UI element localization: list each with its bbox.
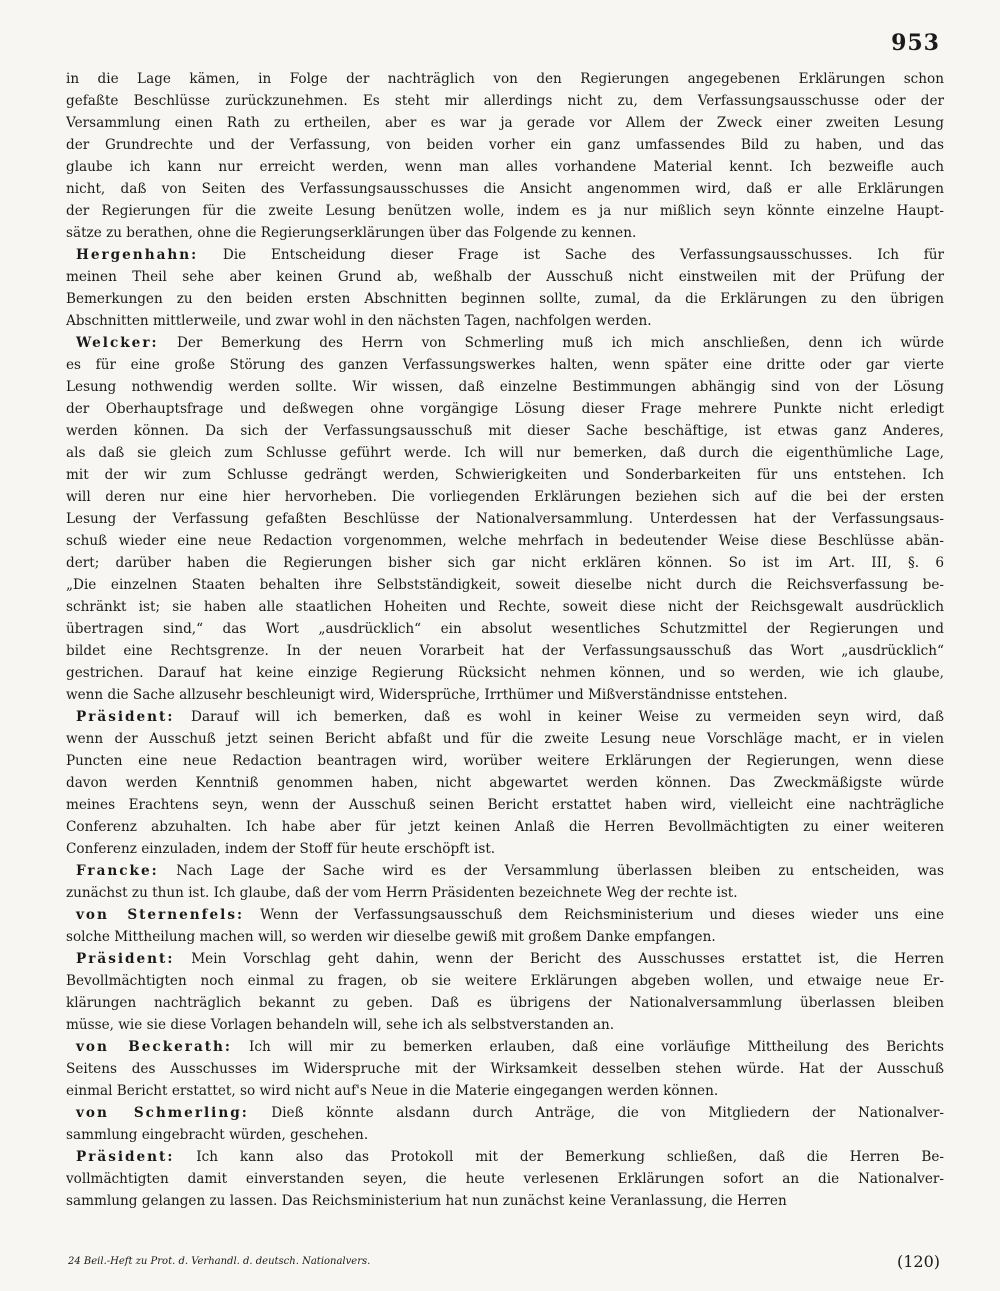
speaker-name: von Beckerath: [76,1039,232,1055]
text-line [66,574,944,596]
text-line [66,508,944,530]
text-line [66,728,944,750]
line-text: sätze zu berathen, ohne die Regierungserklärungen über das Folgende zu kennen. [66,225,637,241]
speaker-name: Welcker: [76,335,159,351]
line-text: solche Mittheilung machen will, so werden wir dieselbe gewiß mit großem Danke empfangen. [66,929,716,945]
line-text: Ich will mir zu bemerken erlauben, daß eine vorläufige Mittheilung des Berichts [248,1039,944,1055]
line-text: als daß sie gleich zum Schlusse geführt werde. Ich will nur bemerken, daß durch die eigenthümliche Lage, [66,445,944,461]
paragraph [66,706,944,860]
line-text: werden können. Da sich der Verfassungsausschuß mit dieser Sache beschäftige, ist etwas ganz Anderes, [66,423,944,439]
text-line [66,68,944,90]
text-line [66,332,944,354]
line-text: Conferenz abzuhalten. Ich habe aber für jetzt keinen Anlaß die Herren Bevollmächtigten zu einer weiteren [66,819,944,835]
line-text: Bevollmächtigten noch einmal zu fragen, ob sie weitere Erklärungen abgeben wollen, und etwaige neue Er- [66,973,944,989]
text-line [66,1146,944,1168]
footer [66,1252,944,1276]
line-text: schränkt ist; sie haben alle staatlichen Hoheiten und Rechte, soweit diese nicht der Reichsgewalt ausdrücklich [66,599,944,615]
text-line [66,310,944,332]
line-text: es für eine große Störung des ganzen Verfassungswerkes halten, wenn später eine dritte oder gar vierte [66,357,944,373]
text-line [66,442,944,464]
text-line [66,948,944,970]
text-line [66,244,944,266]
text-line [66,156,944,178]
text-line [66,530,944,552]
line-text: müsse, wie sie diese Vorlagen behandeln will, sehe ich als selbstverstanden an. [66,1017,615,1033]
text-line [66,552,944,574]
line-text: Lesung der Verfassung gefaßten Beschlüsse der Nationalversammlung. Unterdessen hat der Verfassungsaus- [66,511,944,527]
text-line [66,838,944,860]
line-text: Nach Lage der Sache wird es der Versammlung überlassen bleiben zu entscheiden, was [176,863,944,879]
text-line [66,1102,944,1124]
text-line [66,1058,944,1080]
line-text: übertragen sind,“ das Wort „ausdrücklich“ ein absolut wesentliches Schutzmittel der Regierungen und [66,621,944,637]
paragraph [66,244,944,332]
text-line [66,1080,944,1102]
footer-sheet-number: (120) [896,1252,940,1271]
text-line [66,684,944,706]
line-text: schuß wieder eine neue Redaction vorgenommen, welche mehrfach in bedeutender Weise diese Beschlüsse abän- [66,533,944,549]
paragraph [66,948,944,1036]
line-text: der Grundrechte und der Verfassung, von beiden vorher ein ganz umfassendes Bild zu haben, und das [66,137,944,153]
text-line [66,860,944,882]
line-text: Der Bemerkung des Herrn von Schmerling muß ich mich anschließen, denn ich würde [176,335,944,351]
text-line [66,112,944,134]
text-line [66,266,944,288]
paragraph [66,1146,944,1212]
line-text: Versammlung einen Rath zu ertheilen, aber es war ja gerade vor Allem der Zweck einer zweiten Lesung [66,115,944,131]
line-text: will deren nur eine hier hervorheben. Die vorliegenden Erklärungen beziehen sich auf die bei der ersten [66,489,944,505]
text-line [66,1190,944,1212]
line-text: dert; darüber haben die Regierungen bisher sich gar nicht erklären können. So ist im Art. III, §. 6 [66,555,944,571]
text-line [66,904,944,926]
speaker-name: Hergenhahn: [76,247,199,263]
page-number: 953 [891,30,940,56]
line-text: mit der wir zum Schlusse gedrängt werden, Schwierigkeiten und Sonderbarkeiten für uns entstehen. Ich [66,467,944,483]
text-line [66,706,944,728]
line-text: vollmächtigten damit einverstanden seyen, die heute verlesenen Erklärungen sofort an die Nationalver- [66,1171,944,1187]
text-line [66,750,944,772]
text-line [66,420,944,442]
line-text: Bemerkungen zu den beiden ersten Abschnitten beginnen sollte, zumal, da die Erklärungen zu den übrigen [66,291,944,307]
text-line [66,970,944,992]
line-text: Seitens des Ausschusses im Widerspruche mit der Wirksamkeit desselben stehen würde. Hat der Ausschuß [66,1061,944,1077]
text-line [66,1168,944,1190]
text-line [66,464,944,486]
line-text: glaube ich kann nur erreicht werden, wenn man alles vorhandene Material kennt. Ich bezweifle auch [66,159,944,175]
text-line [66,376,944,398]
paragraph [66,904,944,948]
text-line [66,222,944,244]
line-text: einmal Bericht erstattet, so wird nicht auf's Neue in die Materie eingegangen werden können. [66,1083,719,1099]
text-line [66,662,944,684]
text-line [66,1014,944,1036]
line-text: der Oberhauptsfrage und deßwegen ohne vorgängige Lösung dieser Frage mehrere Punkte nicht erledigt [66,401,944,417]
text-line [66,926,944,948]
paragraph [66,68,944,244]
line-text: der Regierungen für die zweite Lesung benützen wolle, indem es ja nur mißlich seyn könnte einzelne Haupt- [66,203,944,219]
text-line [66,772,944,794]
footer-reference: 24 Beil.-Heft zu Prot. d. Verhandl. d. deutsch. Nationalvers. [68,1256,371,1267]
text-line [66,640,944,662]
text-line [66,288,944,310]
text-line [66,1036,944,1058]
speaker-name: Präsident: [76,1149,175,1165]
text-line [66,354,944,376]
speaker-name: Präsident: [76,951,175,967]
line-text: Abschnitten mittlerweile, und zwar wohl in den nächsten Tagen, nachfolgen werden. [66,313,652,329]
text-line [66,398,944,420]
speaker-name: Präsident: [76,709,175,725]
text-line [66,90,944,112]
text-line [66,816,944,838]
line-text: gestrichen. Darauf hat keine einzige Regierung Rücksicht nehmen können, und so werden, wie ich glaube, [66,665,944,681]
text-line [66,882,944,904]
line-text: wenn die Sache allzusehr beschleunigt wird, Widersprüche, Irrthümer und Mißverständnisse entstehen. [66,687,788,703]
line-text: nicht, daß von Seiten des Verfassungsausschusses die Ansicht angenommen wird, daß er alle Erklärungen [66,181,944,197]
text-line [66,178,944,200]
text-body [66,68,944,1212]
line-text: sammlung eingebracht würden, geschehen. [66,1127,369,1143]
line-text: gefaßte Beschlüsse zurückzunehmen. Es steht mir allerdings nicht zu, dem Verfassungsausschusse oder der [66,93,944,109]
line-text: Lesung nothwendig werden sollte. Wir wissen, daß einzelne Bestimmungen abhängig sind von der Lösung [66,379,944,395]
line-text: meines Erachtens seyn, wenn der Ausschuß seinen Bericht erstattet haben wird, vielleicht eine nachträgliche [66,797,944,813]
speaker-name: von Schmerling: [76,1105,249,1121]
text-line [66,596,944,618]
text-line [66,992,944,1014]
line-text: zunächst zu thun ist. Ich glaube, daß der vom Herrn Präsidenten bezeichnete Weg der rechte ist. [66,885,738,901]
line-text: in die Lage kämen, in Folge der nachträglich von den Regierungen angegebenen Erklärungen schon [66,71,944,87]
line-text: Mein Vorschlag geht dahin, wenn der Bericht des Ausschusses erstattet ist, die Herren [191,951,944,967]
paragraph [66,860,944,904]
line-text: meinen Theil sehe aber keinen Grund ab, weßhalb der Ausschuß nicht einstweilen mit der Prüfung der [66,269,944,285]
paragraph [66,1102,944,1146]
text-line [66,1124,944,1146]
line-text: Die Entscheidung dieser Frage ist Sache des Verfassungsausschusses. Ich für [222,247,944,263]
speaker-name: von Sternenfels: [76,907,244,923]
text-line [66,794,944,816]
text-line [66,618,944,640]
paragraph [66,1036,944,1102]
line-text: „Die einzelnen Staaten behalten ihre Selbstständigkeit, soweit dieselbe nicht durch die Reichsverfassung be- [66,577,944,593]
text-line [66,134,944,156]
line-text: Puncten eine neue Redaction beantragen wird, worüber weitere Erklärungen der Regierungen, wenn diese [66,753,944,769]
line-text: Dieß könnte alsdann durch Anträge, die von Mitgliedern der Nationalver- [271,1105,944,1121]
line-text: Conferenz einzuladen, indem der Stoff für heute erschöpft ist. [66,841,496,857]
line-text: sammlung gelangen zu lassen. Das Reichsministerium hat nun zunächst keine Veranlassung, die Herren [66,1193,787,1209]
text-line [66,200,944,222]
line-text: bildet eine Rechtsgrenze. In der neuen Vorarbeit hat der Verfassungsausschuß das Wort „ausdrücklich“ [66,643,944,659]
line-text: davon werden Kenntniß genommen haben, nicht abgewartet werden können. Das Zweckmäßigste würde [66,775,944,791]
speaker-name: Francke: [76,863,159,879]
line-text: klärungen nachträglich bekannt zu geben. Daß es übrigens der Nationalversammlung überlassen bleiben [66,995,944,1011]
line-text: wenn der Ausschuß jetzt seinen Bericht abfaßt und für die zweite Lesung neue Vorschläge macht, er in vielen [66,731,944,747]
paragraph [66,332,944,706]
text-line [66,486,944,508]
line-text: Wenn der Verfassungsausschuß dem Reichsministerium und dieses wieder uns eine [260,907,944,923]
line-text: Darauf will ich bemerken, daß es wohl in keiner Weise zu vermeiden seyn wird, daß [191,709,944,725]
line-text: Ich kann also das Protokoll mit der Bemerkung schließen, daß die Herren Be- [196,1149,944,1165]
